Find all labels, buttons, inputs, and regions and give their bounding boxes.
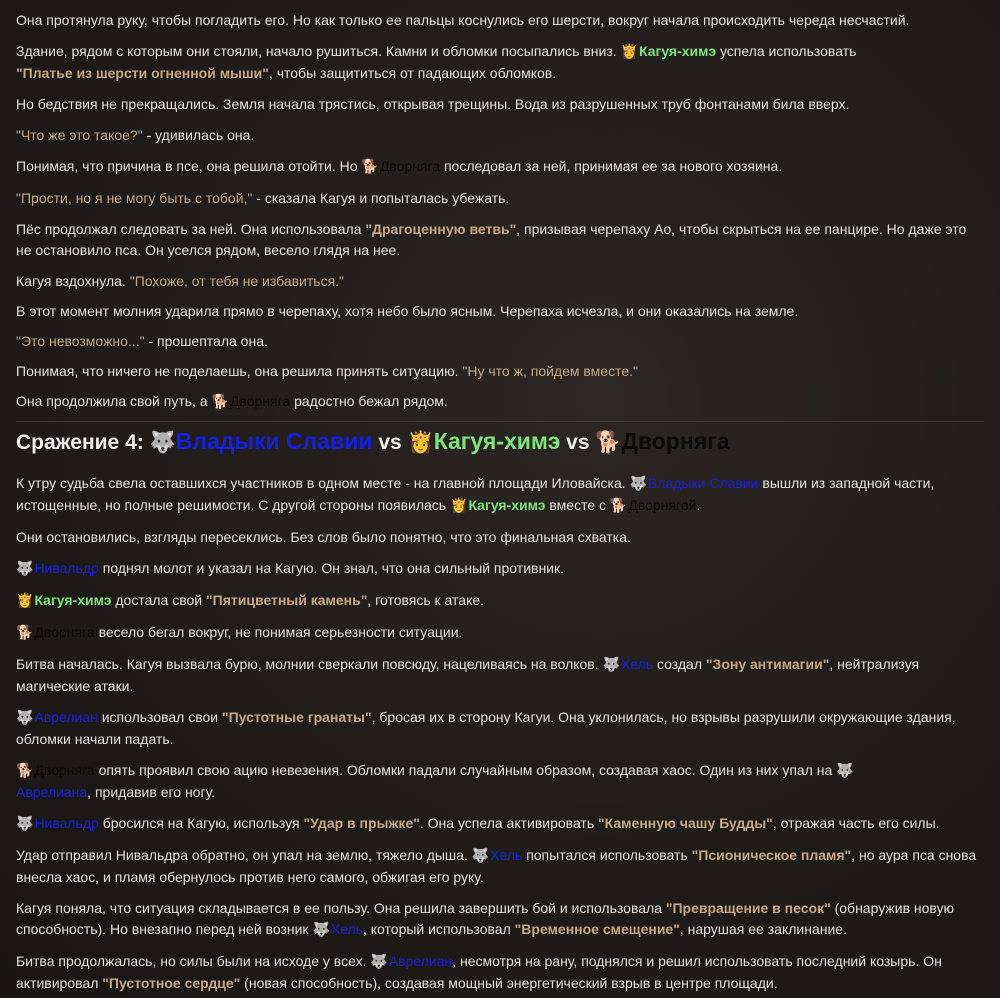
ability-quote: "Пустотное сердце" [102,975,241,991]
text: Здание, рядом с которым они стояли, начало рушиться. Камни и обломки посыпались вниз. [16,43,617,59]
dog-icon: 🐕 [16,625,34,641]
ability-quote: "Платье из шерсти огненной мыши" [16,65,269,81]
paragraph [16,41,984,84]
ability-quote: "Временное смещение" [514,921,680,937]
text: , готовясь к атаке. [367,592,485,608]
text: успела использовать [719,43,857,59]
text: Понимая, что ничего не поделаешь, она решила принять ситуацию. [16,363,459,379]
character-avrelian: Аврелиан [34,709,98,725]
text: Битва продолжалась, но силы были на исходе у всех. [16,953,367,969]
character-nivaldr: Нивальдр [34,815,99,831]
character-hel: Хель [330,921,363,937]
text: . Она успела активировать [419,815,595,831]
wolf-icon: 🐺 [16,710,34,726]
paragraph [16,271,984,292]
princess-icon: 👸 [620,44,638,60]
text: создал [656,656,703,672]
character-hel: Хель [490,847,523,863]
text: Кагуя вздохнула. [16,273,126,289]
text: (обнаружив новую способность). Но внезапно перед ней возник [16,900,955,937]
text: Понимая, что причина в псе, она решила отойти. Но [16,158,358,174]
paragraph [16,125,984,146]
paragraph [16,898,984,941]
ability-quote: "Каменную чашу Будды" [598,815,773,831]
character-dvornyaga: Дворнягой [628,497,697,513]
text: - прошептала она. [144,333,268,349]
dialogue-quote: "Ну что ж, пойдем вместе." [462,363,638,379]
text: поднял молот и указал на Кагую. Он знал, что она сильный противник. [102,560,565,576]
text: , нарушая ее заклинание. [679,921,847,937]
dog-icon: 🐕 [16,763,34,779]
ability-quote: "Пятицветный камень" [206,592,368,608]
character-avrelian: Аврелиана [16,784,88,800]
character-kaguya: Кагуя-химэ [638,43,717,59]
paragraph [16,361,984,382]
text: бросился на Кагую, используя [102,815,300,831]
ability-quote: "Превращение в песок" [665,900,831,916]
text: вместе с [549,497,607,513]
wolf-icon: 🐺 [149,430,176,454]
paragraph [16,622,984,644]
text: Удар отправил Нивальдра обратно, он упал на землю, тяжело дыша. [16,847,468,863]
dog-icon: 🐕 [609,498,628,514]
ability-quote: "Зону антимагии" [705,656,830,672]
text: , несмотря на рану, поднялся и решил использовать последний козырь. Он активировал [16,953,942,991]
character-dvornyaga: Дворняга [34,624,95,640]
wolf-icon: 🐺 [602,657,620,673]
paragraph: Они остановились, взгляды пересеклись. Без слов было понятно, что это финальная схватка. [16,529,631,545]
text: К утру судьба свела оставшихся участников в одном месте - на главной площади Иловайска. [16,475,626,491]
text: опять проявил свою ацию невезения. Обломки падали случайным образом, создавая хаос. Один из них упал на [98,762,833,778]
text: радостно бежал рядом. [294,393,448,409]
story-page [0,10,1000,994]
text: , бросая их в сторону Кагуи. Она уклонилась, но взрывы разрушили окружающие здания, обломки начали падать. [16,709,956,747]
wolf-icon: 🐺 [836,763,854,779]
text: . [696,497,701,513]
dog-icon: 🐕 [595,430,622,454]
paragraph [16,391,984,413]
paragraph [16,813,984,835]
paragraph [16,558,984,580]
paragraph [16,760,984,803]
paragraph [16,156,984,178]
dialogue-quote: "Что же это такое?" [16,127,143,143]
vs-label: vs [566,431,590,454]
text: Кагуя поняла, что ситуация складывается в ее пользу. Она решила завершить бой и использовала [16,900,662,916]
text: использовал свои [101,709,219,725]
text: весело бегал вокруг, не понимая серьезности ситуации. [98,624,463,640]
character-hel: Хель [620,656,654,672]
text: , нейтрализуя магические атаки. [16,656,920,694]
text: , придавив его ногу. [87,784,216,800]
ability-quote: "Пустотные гранаты" [222,709,372,725]
text: Она продолжила свой путь, а [16,393,208,409]
dialogue-quote: "Это невозможно..." [16,333,145,349]
paragraph [16,473,984,517]
character-kaguya: Кагуя-химэ [433,428,561,454]
text: , который использовал [363,921,511,937]
wolf-icon: 🐺 [312,922,330,938]
text: , но аура пса снова внесла хаос, и пламя обернулось против него самого, обжигая его руку. [16,847,977,885]
princess-icon: 👸 [407,430,434,454]
text: Битва началась. Кагуя вызвала бурю, молнии сверкали повсюду, нацеливаясь на волков. [16,656,599,672]
team-vladyki: Владыки Славии [647,475,759,491]
paragraph: Она протянула руку, чтобы погладить его. Но как только ее пальцы коснулись его шерсти, вокруг начала происходить череда несчастий. [16,12,910,28]
paragraph [16,219,984,261]
text: , чтобы защититься от падающих обломков. [268,65,557,81]
character-kaguya: Кагуя-химэ [34,592,112,608]
paragraph: Но бедствия не прекращались. Земля начала трястись, открывая трещины. Вода из разрушенных труб фонтанами била вверх. [16,96,850,112]
text: попытался использовать [526,847,688,863]
text: - сказала Кагуя и попыталась убежать. [252,190,510,206]
text: , призывая черепаху Ао, чтобы скрыться на ее панцире. Но даже это не остановило пса. Он уселся рядом, весело глядя на нее. [16,221,967,258]
team-vladyki: Владыки Славии [175,428,373,454]
dog-icon: 🐕 [361,159,379,175]
paragraph [16,590,984,612]
text: Пёс продолжал следовать за ней. Она использовала [16,221,362,237]
character-dvornyaga: Дворняга [34,762,95,778]
vs-label: vs [378,431,402,454]
dialogue-quote: "Похоже, от тебя не избавиться." [129,273,345,289]
character-dvornyaga: Дворняга [229,393,291,409]
text: достала свой [115,592,203,608]
paragraph [16,845,984,888]
text: последовал за ней, принимая ее за нового хозяина. [443,158,783,174]
dialogue-quote: "Прости, но я не могу быть с тобой," [16,190,253,206]
character-dvornyaga: Дворняга [379,158,441,174]
text: - удивилась она. [142,127,255,143]
dog-icon: 🐕 [211,394,229,410]
princess-icon: 👸 [16,593,34,609]
wolf-icon: 🐺 [16,816,34,832]
princess-icon: 👸 [450,498,468,514]
wolf-icon: 🐺 [370,954,388,970]
wolf-icon: 🐺 [471,848,490,864]
character-avrelian: Аврелиан [388,953,453,969]
paragraph [16,654,984,697]
paragraph [16,188,984,209]
text: , отражая часть его силы. [772,815,940,831]
heading-prefix: Сражение 4: [16,431,144,454]
character-nivaldr: Нивальдр [34,560,99,576]
character-kaguya: Кагуя-химэ [468,497,546,513]
ability-quote: "Удар в прыжке" [303,815,420,831]
battle-heading [16,421,984,460]
paragraph [16,707,984,750]
paragraph [16,331,984,352]
character-dvornyaga: Дворняга [621,428,730,454]
paragraph: В этот момент молния ударила прямо в черепаху, хотя небо было ясным. Черепаха исчезла, и они оказались на земле. [16,303,799,319]
wolf-icon: 🐺 [629,476,647,492]
ability-quote: "Драгоценную ветвь" [365,221,517,237]
text: вышли из западной части, истощенные, но полные решимости. С другой стороны появилась [16,475,935,513]
ability-quote: "Псионическое пламя" [691,847,852,863]
text: (новая способность), создавая мощный энергетический взрыв в центре площади. [240,975,778,991]
wolf-icon: 🐺 [16,561,34,577]
